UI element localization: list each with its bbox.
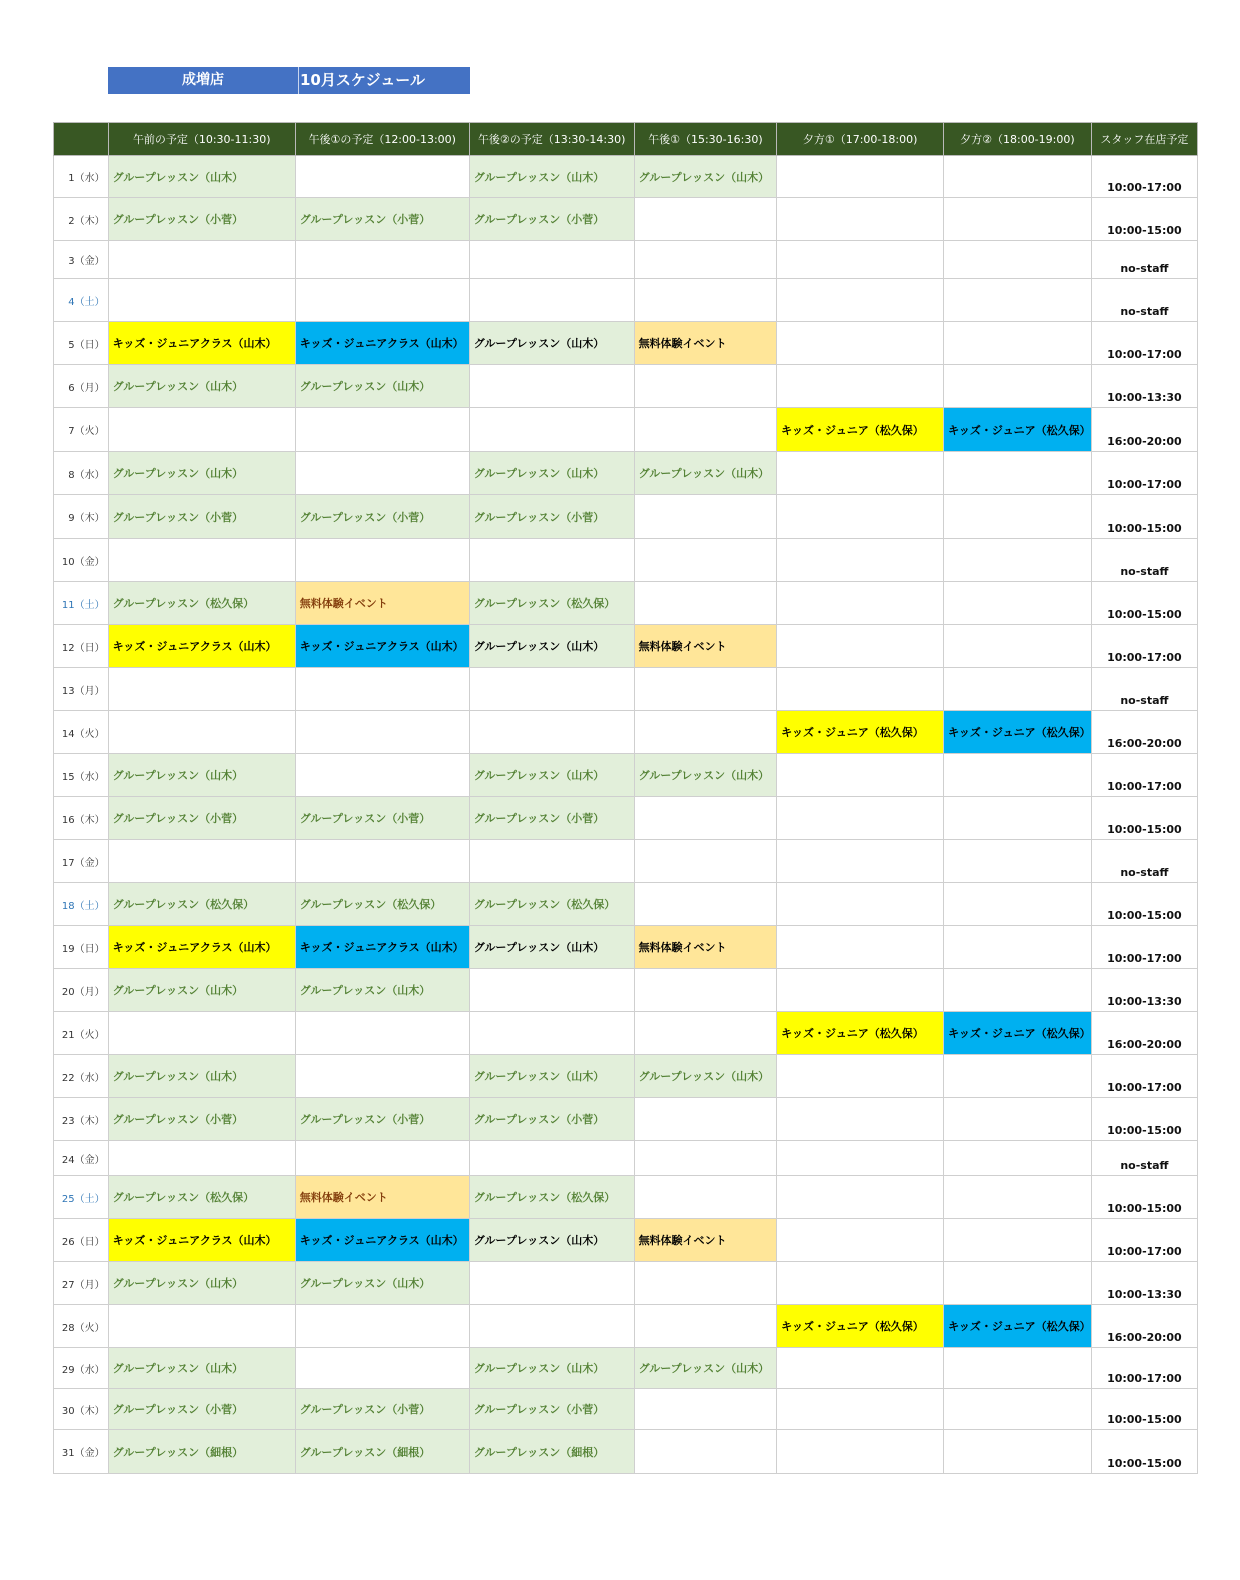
table-row <box>54 1305 1198 1348</box>
slot-cell: グループレッスン（小菅） <box>108 1098 295 1141</box>
slot-cell: グループレッスン（山木） <box>634 452 777 495</box>
slot-cell <box>469 840 634 883</box>
slot-cell: グループレッスン（小菅） <box>108 198 295 241</box>
slot-cell: グループレッスン（小菅） <box>295 1098 469 1141</box>
table-row <box>54 1430 1198 1474</box>
slot-cell <box>777 1141 944 1176</box>
staff-hours-cell: no-staff <box>1091 840 1197 883</box>
date-cell: 18（土） <box>54 883 109 926</box>
slot-cell <box>634 840 777 883</box>
table-row <box>54 883 1198 926</box>
staff-hours-cell: no-staff <box>1091 241 1197 279</box>
slot-cell <box>944 322 1092 365</box>
slot-cell: グループレッスン（山木） <box>108 452 295 495</box>
slot-cell <box>944 883 1092 926</box>
slot-cell <box>108 1012 295 1055</box>
staff-hours-cell: 10:00-15:00 <box>1091 1430 1197 1474</box>
slot-cell: グループレッスン（山木） <box>634 156 777 198</box>
staff-hours-cell: 10:00-15:00 <box>1091 582 1197 625</box>
slot-cell <box>634 1262 777 1305</box>
table-row <box>54 1098 1198 1141</box>
table-row <box>54 711 1198 754</box>
col-header-date <box>54 123 109 156</box>
staff-hours-cell: no-staff <box>1091 539 1197 582</box>
slot-cell <box>777 365 944 408</box>
staff-hours-cell: 10:00-15:00 <box>1091 495 1197 539</box>
slot-cell <box>944 1262 1092 1305</box>
slot-cell <box>295 1141 469 1176</box>
table-row <box>54 1141 1198 1176</box>
table-row <box>54 840 1198 883</box>
table-row <box>54 198 1198 241</box>
staff-hours-cell: 10:00-13:30 <box>1091 365 1197 408</box>
slot-cell: グループレッスン（山木） <box>469 1348 634 1389</box>
slot-cell <box>634 1176 777 1219</box>
slot-cell <box>108 711 295 754</box>
slot-cell <box>469 1305 634 1348</box>
slot-cell <box>634 495 777 539</box>
slot-cell: グループレッスン（山木） <box>469 1055 634 1098</box>
date-cell: 20（月） <box>54 969 109 1012</box>
date-cell: 3（金） <box>54 241 109 279</box>
staff-hours-cell: 10:00-15:00 <box>1091 1098 1197 1141</box>
date-cell: 26（日） <box>54 1219 109 1262</box>
slot-cell <box>295 1348 469 1389</box>
slot-cell: 無料体験イベント <box>295 582 469 625</box>
slot-cell <box>777 1219 944 1262</box>
date-cell: 23（木） <box>54 1098 109 1141</box>
col-header-morning: 午前の予定（10:30-11:30) <box>108 123 295 156</box>
title-bar <box>108 67 470 94</box>
date-cell: 11（土） <box>54 582 109 625</box>
staff-hours-cell: 16:00-20:00 <box>1091 408 1197 452</box>
date-cell: 6（月） <box>54 365 109 408</box>
slot-cell <box>944 969 1092 1012</box>
date-cell: 4（土） <box>54 279 109 322</box>
table-row <box>54 156 1198 198</box>
table-row <box>54 969 1198 1012</box>
table-row <box>54 754 1198 797</box>
slot-cell <box>108 241 295 279</box>
slot-cell <box>634 883 777 926</box>
col-header-afternoon-3: 午後①（15:30-16:30) <box>634 123 777 156</box>
slot-cell <box>295 711 469 754</box>
slot-cell <box>777 582 944 625</box>
date-cell: 7（火） <box>54 408 109 452</box>
col-header-evening-2: 夕方②（18:00-19:00) <box>944 123 1092 156</box>
slot-cell <box>295 241 469 279</box>
slot-cell <box>777 198 944 241</box>
date-cell: 27（月） <box>54 1262 109 1305</box>
staff-hours-cell: 10:00-15:00 <box>1091 1389 1197 1430</box>
slot-cell: グループレッスン（小菅） <box>295 495 469 539</box>
slot-cell <box>634 539 777 582</box>
slot-cell: グループレッスン（小菅） <box>469 495 634 539</box>
slot-cell <box>634 1012 777 1055</box>
slot-cell <box>295 754 469 797</box>
slot-cell: グループレッスン（山木） <box>108 754 295 797</box>
slot-cell: グループレッスン（小菅） <box>295 198 469 241</box>
staff-hours-cell: 10:00-17:00 <box>1091 322 1197 365</box>
slot-cell <box>777 1430 944 1474</box>
slot-cell: 無料体験イベント <box>634 625 777 668</box>
table-row <box>54 1219 1198 1262</box>
slot-cell <box>634 365 777 408</box>
schedule-table <box>53 122 1198 1474</box>
slot-cell: グループレッスン（山木） <box>108 1262 295 1305</box>
slot-cell: グループレッスン（山木） <box>469 1219 634 1262</box>
slot-cell: グループレッスン（山木） <box>469 452 634 495</box>
slot-cell <box>944 840 1092 883</box>
staff-hours-cell: no-staff <box>1091 668 1197 711</box>
slot-cell: グループレッスン（細根） <box>108 1430 295 1474</box>
slot-cell <box>777 625 944 668</box>
slot-cell <box>634 408 777 452</box>
schedule-title: 10月スケジュール <box>300 71 425 89</box>
slot-cell: グループレッスン（松久保） <box>469 1176 634 1219</box>
slot-cell <box>777 797 944 840</box>
slot-cell <box>295 1055 469 1098</box>
slot-cell: キッズ・ジュニア（松久保） <box>944 711 1092 754</box>
table-row <box>54 926 1198 969</box>
slot-cell <box>944 668 1092 711</box>
slot-cell: グループレッスン（細根） <box>295 1430 469 1474</box>
slot-cell <box>634 279 777 322</box>
staff-hours-cell: 10:00-17:00 <box>1091 1055 1197 1098</box>
slot-cell: キッズ・ジュニア（松久保） <box>777 1305 944 1348</box>
slot-cell <box>944 926 1092 969</box>
slot-cell: グループレッスン（小菅） <box>469 1389 634 1430</box>
date-cell: 16（木） <box>54 797 109 840</box>
slot-cell <box>295 1012 469 1055</box>
staff-hours-cell: 10:00-15:00 <box>1091 883 1197 926</box>
slot-cell <box>295 840 469 883</box>
date-cell: 21（火） <box>54 1012 109 1055</box>
slot-cell <box>777 495 944 539</box>
slot-cell: グループレッスン（山木） <box>469 754 634 797</box>
slot-cell: 無料体験イベント <box>295 1176 469 1219</box>
slot-cell <box>108 408 295 452</box>
slot-cell <box>469 1262 634 1305</box>
staff-hours-cell: 10:00-15:00 <box>1091 198 1197 241</box>
slot-cell <box>295 539 469 582</box>
col-header-afternoon-1: 午後①の予定（12:00-13:00) <box>295 123 469 156</box>
slot-cell: グループレッスン（細根） <box>469 1430 634 1474</box>
slot-cell: グループレッスン（小菅） <box>469 198 634 241</box>
slot-cell <box>944 279 1092 322</box>
slot-cell: グループレッスン（山木） <box>469 156 634 198</box>
slot-cell <box>295 408 469 452</box>
slot-cell <box>469 279 634 322</box>
slot-cell <box>777 1389 944 1430</box>
slot-cell: グループレッスン（小菅） <box>295 1389 469 1430</box>
slot-cell: 無料体験イベント <box>634 1219 777 1262</box>
date-cell: 5（日） <box>54 322 109 365</box>
slot-cell <box>944 1219 1092 1262</box>
slot-cell: グループレッスン（山木） <box>295 365 469 408</box>
slot-cell: キッズ・ジュニア（松久保） <box>777 1012 944 1055</box>
staff-hours-cell: 16:00-20:00 <box>1091 711 1197 754</box>
slot-cell <box>777 1176 944 1219</box>
col-header-evening-1: 夕方①（17:00-18:00) <box>777 123 944 156</box>
title-divider <box>298 67 299 94</box>
slot-cell <box>634 198 777 241</box>
table-row <box>54 1055 1198 1098</box>
date-cell: 15（水） <box>54 754 109 797</box>
slot-cell <box>944 495 1092 539</box>
col-header-staff: スタッフ在店予定 <box>1091 123 1197 156</box>
slot-cell: キッズ・ジュニア（松久保） <box>944 1012 1092 1055</box>
table-row <box>54 625 1198 668</box>
date-cell: 1（水） <box>54 156 109 198</box>
slot-cell <box>634 1141 777 1176</box>
staff-hours-cell: 10:00-15:00 <box>1091 797 1197 840</box>
table-row <box>54 279 1198 322</box>
slot-cell: グループレッスン（山木） <box>295 969 469 1012</box>
slot-cell: グループレッスン（山木） <box>108 156 295 198</box>
slot-cell: グループレッスン（山木） <box>295 1262 469 1305</box>
slot-cell <box>944 797 1092 840</box>
staff-hours-cell: 10:00-17:00 <box>1091 1219 1197 1262</box>
slot-cell <box>634 711 777 754</box>
slot-cell <box>777 279 944 322</box>
slot-cell <box>944 754 1092 797</box>
slot-cell <box>469 1012 634 1055</box>
header-row <box>54 123 1198 156</box>
date-cell: 22（水） <box>54 1055 109 1098</box>
slot-cell: グループレッスン（小菅） <box>469 797 634 840</box>
table-row <box>54 1176 1198 1219</box>
table-row <box>54 495 1198 539</box>
date-cell: 12（日） <box>54 625 109 668</box>
staff-hours-cell: 10:00-17:00 <box>1091 926 1197 969</box>
staff-hours-cell: 10:00-13:30 <box>1091 969 1197 1012</box>
staff-hours-cell: 10:00-13:30 <box>1091 1262 1197 1305</box>
slot-cell <box>634 1430 777 1474</box>
slot-cell: キッズ・ジュニアクラス（山木） <box>295 322 469 365</box>
slot-cell <box>777 1055 944 1098</box>
slot-cell <box>777 754 944 797</box>
slot-cell <box>634 241 777 279</box>
slot-cell: グループレッスン（松久保） <box>295 883 469 926</box>
date-cell: 25（土） <box>54 1176 109 1219</box>
slot-cell <box>777 241 944 279</box>
slot-cell <box>469 539 634 582</box>
date-cell: 28（火） <box>54 1305 109 1348</box>
slot-cell: グループレッスン（小菅） <box>108 1389 295 1430</box>
date-cell: 31（金） <box>54 1430 109 1474</box>
date-cell: 8（水） <box>54 452 109 495</box>
slot-cell <box>944 1389 1092 1430</box>
date-cell: 29（水） <box>54 1348 109 1389</box>
slot-cell <box>469 241 634 279</box>
slot-cell: キッズ・ジュニア（松久保） <box>777 408 944 452</box>
schedule-body <box>54 156 1198 1474</box>
slot-cell: グループレッスン（山木） <box>634 1055 777 1098</box>
slot-cell <box>469 408 634 452</box>
date-cell: 30（木） <box>54 1389 109 1430</box>
slot-cell <box>944 1055 1092 1098</box>
table-row <box>54 668 1198 711</box>
slot-cell <box>777 322 944 365</box>
staff-hours-cell: 16:00-20:00 <box>1091 1305 1197 1348</box>
slot-cell: 無料体験イベント <box>634 322 777 365</box>
slot-cell <box>634 668 777 711</box>
col-header-afternoon-2: 午後②の予定（13:30-14:30) <box>469 123 634 156</box>
date-cell: 19（日） <box>54 926 109 969</box>
slot-cell: キッズ・ジュニア（松久保） <box>944 408 1092 452</box>
slot-cell: グループレッスン（山木） <box>108 365 295 408</box>
date-cell: 9（木） <box>54 495 109 539</box>
slot-cell <box>469 365 634 408</box>
slot-cell <box>634 582 777 625</box>
slot-cell: グループレッスン（山木） <box>469 926 634 969</box>
slot-cell: グループレッスン（松久保） <box>469 582 634 625</box>
date-cell: 17（金） <box>54 840 109 883</box>
store-name: 成増店 <box>182 72 224 88</box>
slot-cell: キッズ・ジュニアクラス（山木） <box>295 1219 469 1262</box>
slot-cell: グループレッスン（小菅） <box>469 1098 634 1141</box>
slot-cell <box>295 452 469 495</box>
slot-cell <box>944 1141 1092 1176</box>
slot-cell <box>777 1348 944 1389</box>
slot-cell <box>777 452 944 495</box>
slot-cell: キッズ・ジュニアクラス（山木） <box>295 926 469 969</box>
slot-cell <box>777 668 944 711</box>
slot-cell <box>634 797 777 840</box>
slot-cell: グループレッスン（山木） <box>634 754 777 797</box>
slot-cell <box>944 241 1092 279</box>
staff-hours-cell: 10:00-17:00 <box>1091 452 1197 495</box>
slot-cell <box>108 539 295 582</box>
staff-hours-cell: no-staff <box>1091 279 1197 322</box>
slot-cell <box>944 1098 1092 1141</box>
table-row <box>54 1012 1198 1055</box>
staff-hours-cell: 10:00-17:00 <box>1091 754 1197 797</box>
slot-cell <box>777 926 944 969</box>
table-row <box>54 322 1198 365</box>
slot-cell <box>944 452 1092 495</box>
slot-cell <box>108 1141 295 1176</box>
table-row <box>54 1348 1198 1389</box>
slot-cell <box>944 539 1092 582</box>
slot-cell <box>634 1305 777 1348</box>
table-row <box>54 408 1198 452</box>
slot-cell <box>944 198 1092 241</box>
table-row <box>54 797 1198 840</box>
slot-cell: グループレッスン（松久保） <box>108 883 295 926</box>
slot-cell <box>944 625 1092 668</box>
slot-cell: キッズ・ジュニアクラス（山木） <box>108 625 295 668</box>
date-cell: 24（金） <box>54 1141 109 1176</box>
slot-cell <box>777 840 944 883</box>
slot-cell <box>634 969 777 1012</box>
slot-cell <box>944 582 1092 625</box>
slot-cell <box>944 1430 1092 1474</box>
staff-hours-cell: 10:00-17:00 <box>1091 156 1197 198</box>
slot-cell: キッズ・ジュニアクラス（山木） <box>295 625 469 668</box>
slot-cell <box>469 711 634 754</box>
slot-cell <box>295 668 469 711</box>
slot-cell: 無料体験イベント <box>634 926 777 969</box>
staff-hours-cell: 10:00-15:00 <box>1091 1176 1197 1219</box>
slot-cell <box>944 1348 1092 1389</box>
slot-cell <box>634 1098 777 1141</box>
slot-cell <box>634 1389 777 1430</box>
slot-cell <box>469 969 634 1012</box>
slot-cell: グループレッスン（松久保） <box>108 1176 295 1219</box>
slot-cell: グループレッスン（松久保） <box>469 883 634 926</box>
slot-cell: グループレッスン（松久保） <box>108 582 295 625</box>
slot-cell <box>944 1176 1092 1219</box>
slot-cell: グループレッスン（山木） <box>469 322 634 365</box>
staff-hours-cell: 10:00-17:00 <box>1091 625 1197 668</box>
table-row <box>54 1389 1198 1430</box>
table-row <box>54 365 1198 408</box>
slot-cell <box>295 156 469 198</box>
slot-cell <box>777 1262 944 1305</box>
slot-cell <box>777 883 944 926</box>
slot-cell <box>944 156 1092 198</box>
slot-cell <box>777 539 944 582</box>
staff-hours-cell: 10:00-17:00 <box>1091 1348 1197 1389</box>
slot-cell: キッズ・ジュニアクラス（山木） <box>108 926 295 969</box>
slot-cell <box>108 1305 295 1348</box>
table-row <box>54 582 1198 625</box>
table-row <box>54 452 1198 495</box>
slot-cell: グループレッスン（山木） <box>108 1348 295 1389</box>
slot-cell: キッズ・ジュニア（松久保） <box>944 1305 1092 1348</box>
date-cell: 14（火） <box>54 711 109 754</box>
table-row <box>54 539 1198 582</box>
slot-cell <box>944 365 1092 408</box>
slot-cell <box>295 1305 469 1348</box>
slot-cell <box>108 840 295 883</box>
table-row <box>54 1262 1198 1305</box>
slot-cell: グループレッスン（小菅） <box>295 797 469 840</box>
slot-cell <box>777 156 944 198</box>
slot-cell: グループレッスン（小菅） <box>108 495 295 539</box>
slot-cell: グループレッスン（山木） <box>634 1348 777 1389</box>
date-cell: 2（木） <box>54 198 109 241</box>
slot-cell <box>777 1098 944 1141</box>
slot-cell <box>108 668 295 711</box>
slot-cell <box>108 279 295 322</box>
slot-cell <box>295 279 469 322</box>
slot-cell <box>469 668 634 711</box>
slot-cell <box>777 969 944 1012</box>
staff-hours-cell: no-staff <box>1091 1141 1197 1176</box>
slot-cell: グループレッスン（山木） <box>108 1055 295 1098</box>
staff-hours-cell: 16:00-20:00 <box>1091 1012 1197 1055</box>
table-row <box>54 241 1198 279</box>
date-cell: 13（月） <box>54 668 109 711</box>
date-cell: 10（金） <box>54 539 109 582</box>
slot-cell: グループレッスン（小菅） <box>108 797 295 840</box>
slot-cell: キッズ・ジュニア（松久保） <box>777 711 944 754</box>
slot-cell: キッズ・ジュニアクラス（山木） <box>108 1219 295 1262</box>
slot-cell <box>469 1141 634 1176</box>
slot-cell: キッズ・ジュニアクラス（山木） <box>108 322 295 365</box>
slot-cell: グループレッスン（山木） <box>469 625 634 668</box>
slot-cell: グループレッスン（山木） <box>108 969 295 1012</box>
